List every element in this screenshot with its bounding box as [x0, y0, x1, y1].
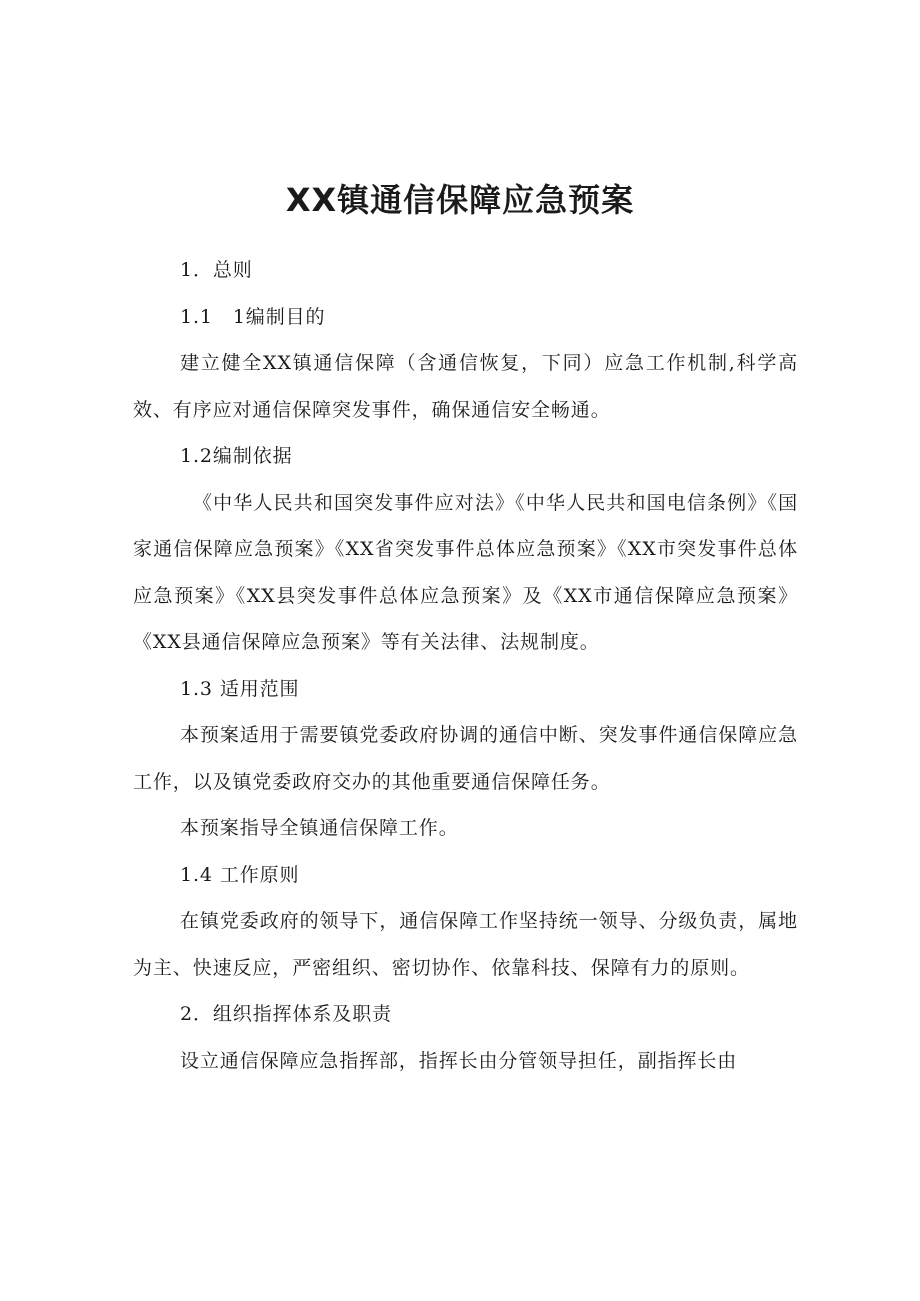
section-heading-1-3: 1.3 适用范围 — [180, 677, 300, 700]
paragraph-scope-guidance: 本预案指导全镇通信保障工作。 — [180, 817, 459, 839]
paragraph-basis: 《中华人民共和国突发事件应对法》《中华人民共和国电信条例》《国家通信保障应急预案》《XX省突发事件总体应急预案》《XX市突发事件总体应急预案》《XX县突发事件总体应急预案》及《XX市通信保障应急预案》《XX县通信保障应急预案》等有关法律、法规制度。 — [133, 491, 798, 653]
section-heading-1: 1．总则 — [180, 259, 253, 281]
document-title: XX镇通信保障应急预案 — [285, 181, 635, 219]
section-heading-1-4: 1.4 工作原则 — [180, 863, 300, 886]
section-heading-2: 2．组织指挥体系及职责 — [180, 1003, 392, 1025]
paragraph-principles: 在镇党委政府的领导下，通信保障工作坚持统一领导、分级负责，属地为主、快速反应，严密组织、密切协作、依靠科技、保障有力的原则。 — [133, 910, 798, 979]
document-body — [133, 247, 798, 1084]
paragraph-scope: 本预案适用于需要镇党委政府协调的通信中断、突发事件通信保障应急工作，以及镇党委政府交办的其他重要通信保障任务。 — [133, 724, 798, 793]
paragraph-command: 设立通信保障应急指挥部，指挥长由分管领导担任，副指挥长由 — [180, 1049, 738, 1072]
section-heading-1-2: 1.2编制依据 — [180, 445, 293, 467]
paragraph-purpose: 建立健全XX镇通信保障（含通信恢复，下同）应急工作机制,科学高效、有序应对通信保障突发事件，确保通信安全畅通。 — [133, 352, 798, 421]
section-heading-1-1: 1.1 1编制目的 — [180, 305, 326, 328]
